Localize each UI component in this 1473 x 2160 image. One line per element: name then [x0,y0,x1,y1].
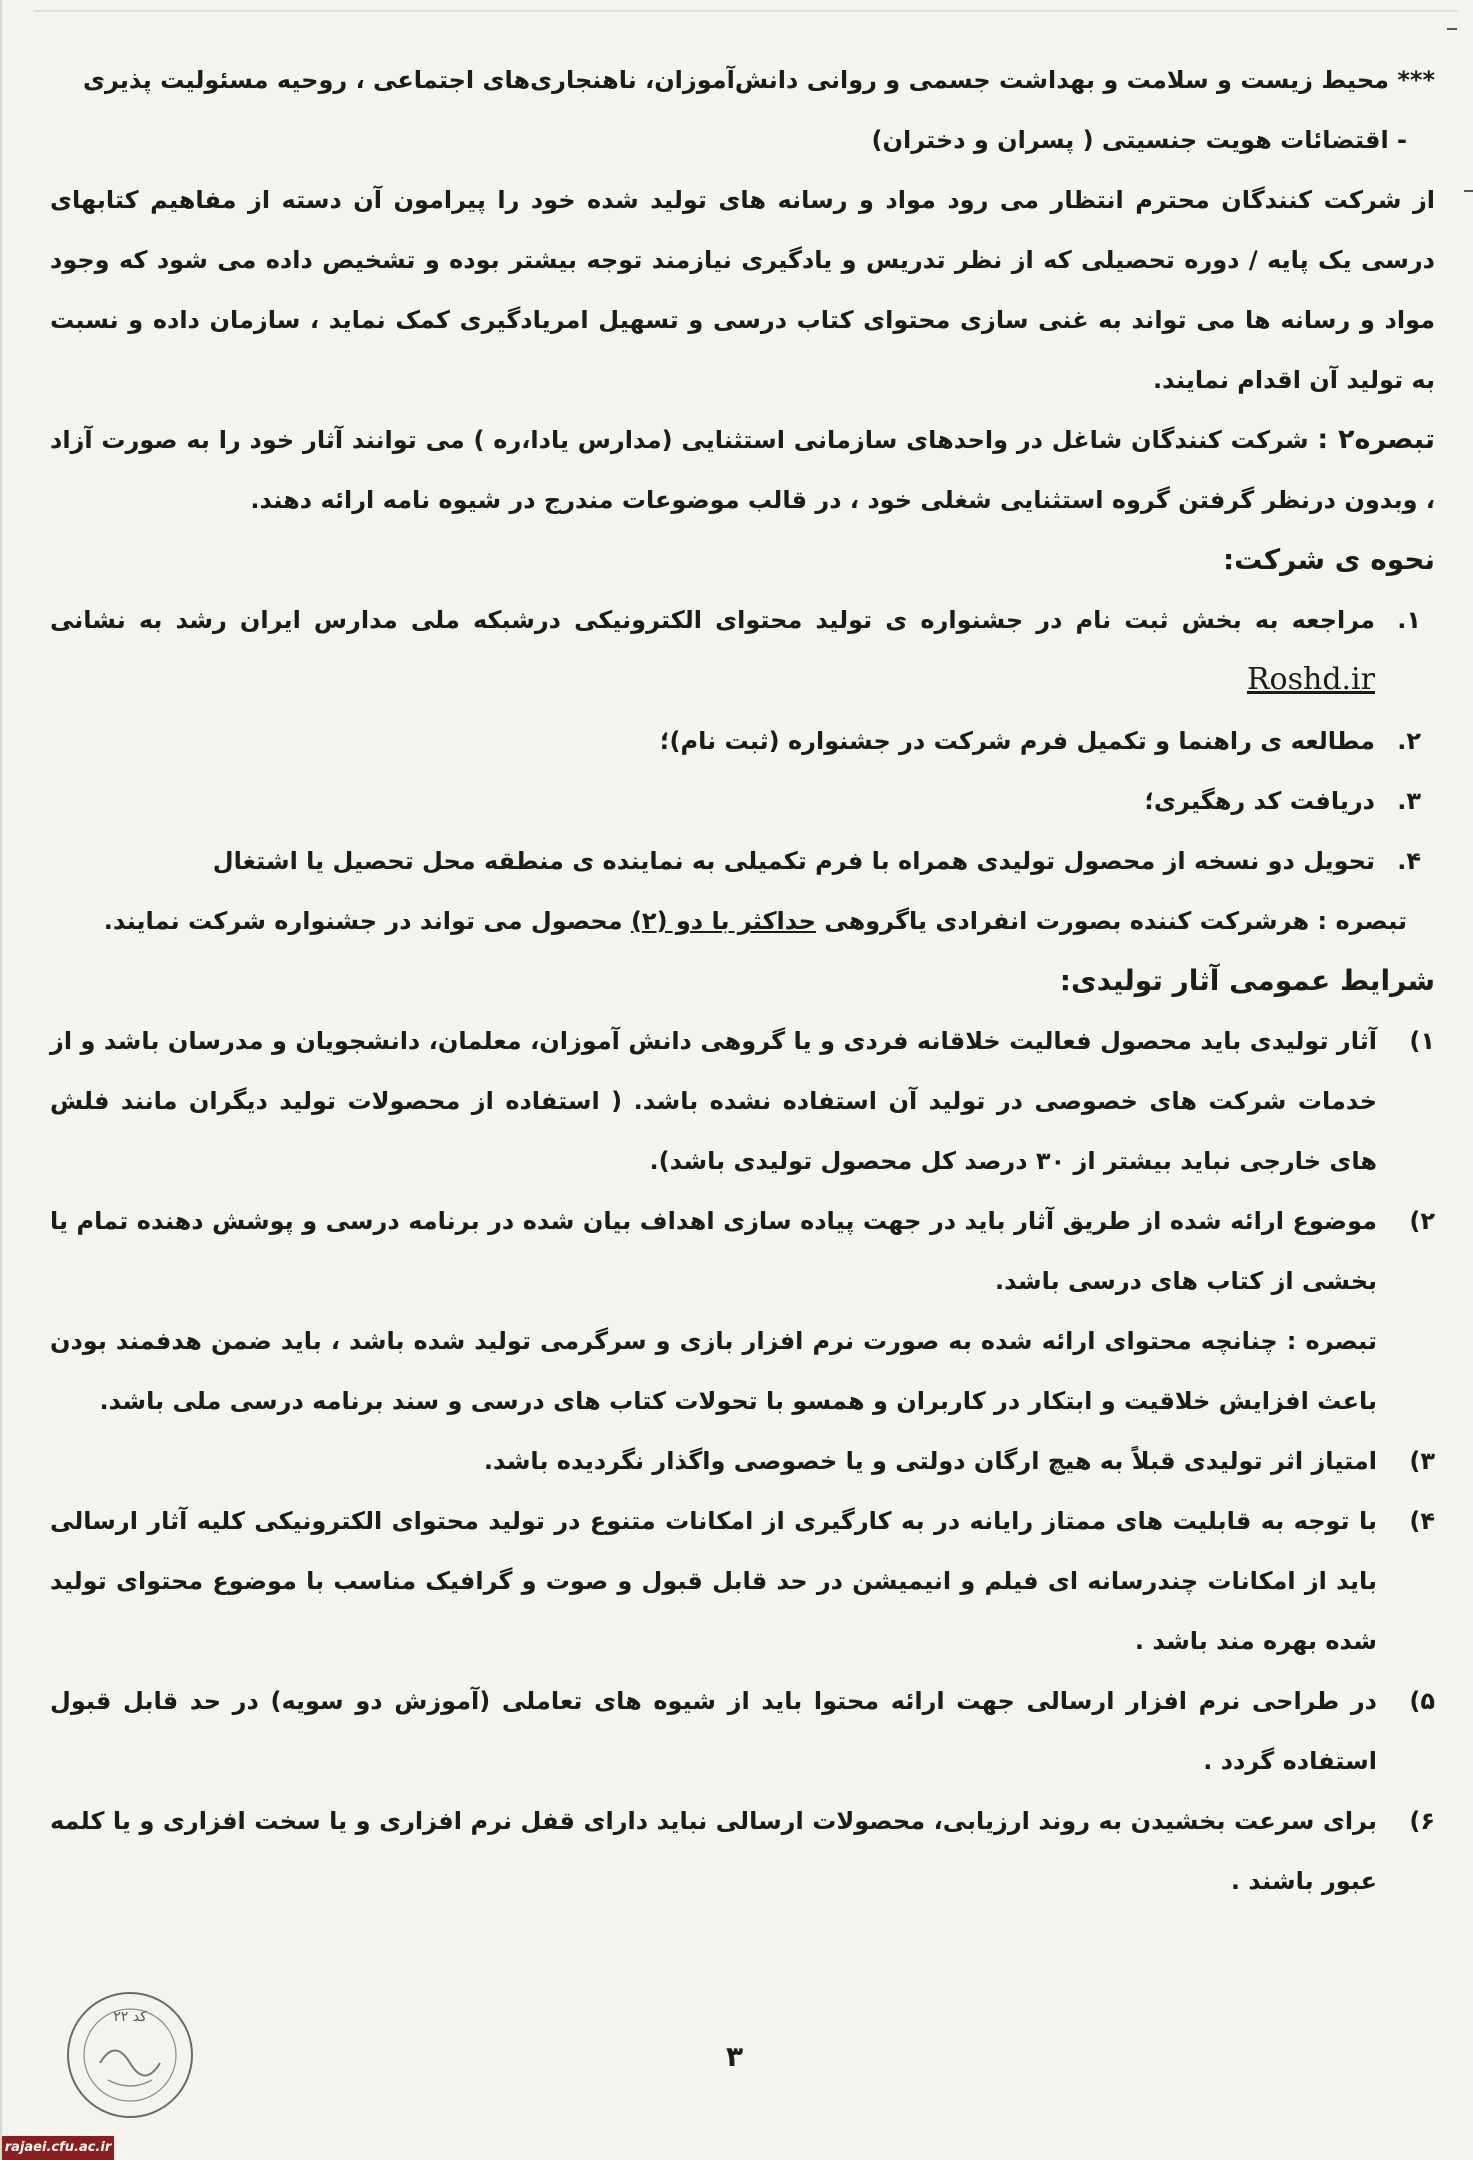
note2-label: تبصره۲ : [1317,424,1435,455]
intro-line-2: - اقتضائات هویت جنسیتی ( پسران و دختران) [871,126,1407,154]
corner-mark [1447,28,1457,30]
condition-number: ۲) [1409,1207,1435,1235]
note2-paragraph [50,410,1435,530]
step-text: مطالعه ی راهنما و تکمیل فرم شرکت در جشنواره (ثبت نام)؛ [659,727,1375,755]
condition-note-text: تبصره : چنانچه محتوای ارائه شده به صورت نرم افزار بازی و سرگرمی تولید شده باشد ، باید ضمن هدفمند بودن باعث افزایش خلاقیت و ابتکار در کاربران و همسو با تحولات کتاب های درسی و سند برنامه درسی ملی باشد. [50,1327,1377,1415]
condition-number: ۱) [1409,1027,1435,1055]
condition-number: ۴) [1409,1507,1435,1535]
participation-step [50,590,1435,711]
condition-item [50,1191,1435,1311]
participation-step [50,711,1435,771]
condition-item [50,1431,1435,1491]
condition-note [50,1311,1435,1431]
office-stamp-icon [60,1985,200,2125]
top-edge-line [34,10,1458,12]
step-number: ۲. [1397,727,1421,755]
condition-text: آثار تولیدی باید محصول فعالیت خلاقانه فردی و یا گروهی دانش آموزان، معلمان، دانشجویان و مدرسان باشد و از خدمات شرکت های خصوصی در تولید آن استفاده نشده باشد. ( استفاده از محصولات تولید دیگران مانند فلش های خارجی نباید بیشتر از ۳۰ درصد کل محصول تولیدی باشد). [50,1027,1377,1175]
condition-text: امتیاز اثر تولیدی قبلاً به هیچ ارگان دولتی و یا خصوصی واگذار نگردیده باشد. [483,1447,1377,1475]
participation-note [50,891,1435,951]
participation-step [50,771,1435,831]
participation-note-suffix: محصول می تواند در جشنواره شرکت نمایند. [103,907,623,935]
condition-number: ۳) [1409,1447,1435,1475]
step-number: ۴. [1397,847,1421,875]
condition-number: ۵) [1409,1687,1435,1715]
condition-number: ۶) [1409,1807,1435,1835]
condition-item [50,1011,1435,1191]
condition-text: برای سرعت بخشیدن به روند ارزیابی، محصولات ارسالی نباید دارای قفل نرم افزاری و یا سخت افزاری و یا کلمه عبور باشند . [50,1807,1377,1895]
condition-text: با توجه به قابلیت های ممتاز رایانه در به کارگیری از امکانات متنوع در تولید محتوای الکترونیکی کلیه آثار ارسالی باید از امکانات چندرسانه ای فیلم و انیمیشن در حد قابل قبول و صوت و گرافیک مناسب با موضوع محتوای تولید شده بهره مند باشد . [50,1507,1377,1655]
step-number: ۱. [1397,606,1421,634]
condition-text: در طراحی نرم افزار ارسالی جهت ارائه محتوا باید از شیوه های تعاملی (آموزش دو سویه) در حد قابل قبول استفاده گردد . [50,1687,1377,1775]
note2-text: شرکت کنندگان شاغل در واحدهای سازمانی استثنایی (مدارس یادا،ره ) می توانند آثار خود را به صورت آزاد ، وبدون درنظر گرفتن گروه استثنایی شغلی خود ، در قالب موضوعات مندرج در شیوه نامه ارائه دهند. [50,426,1435,514]
expectation-paragraph: از شرکت کنندگان محترم انتظار می رود مواد و رسانه های تولید شده خود را پیرامون آن دسته از مفاهیم کتابهای درسی یک پایه / دوره تحصیلی که از نظر تدریس و یادگیری نیازمند توجه بیشتر بوده و تشخیص داده می شود که وجود مواد و رسانه ها می تواند به غنی سازی محتوای کتاب درسی و تسهیل امریادگیری کمک نماید ، سازمان داده و نسبت به تولید آن اقدام نمایند. [50,186,1435,394]
participation-note-limit: حداکثر با دو (۲) [630,907,816,935]
intro-line-1: *** محیط زیست و سلامت و بهداشت جسمی و روانی دانش‌آموزان، ناهنجاری‌های اجتماعی ، روحیه مسئولیت پذیری [82,66,1435,94]
page-number: ۳ [726,2040,744,2073]
participation-note-prefix: تبصره : هرشرکت کننده بصورت انفرادی یاگروهی [824,907,1407,935]
step-text: دریافت کد رهگیری؛ [1144,787,1375,815]
step-text: مراجعه به بخش ثبت نام در جشنواره ی تولید محتوای الکترونیکی درشبکه ملی مدارس ایران رشد به نشانی [50,606,1375,634]
participation-step [50,831,1435,891]
condition-item [50,1791,1435,1911]
roshd-link[interactable]: Roshd.ir [1246,662,1375,697]
margin-mark [1464,190,1473,192]
step-text: تحویل دو نسخه از محصول تولیدی همراه با فرم تکمیلی به نماینده ی منطقه محل تحصیل یا اشتغال [212,847,1375,875]
condition-item [50,1491,1435,1671]
condition-text: موضوع ارائه شده از طریق آثار باید در جهت پیاده سازی اهداف بیان شده در برنامه درسی و پوشش دهنده تمام یا بخشی از کتاب های درسی باشد. [50,1207,1377,1295]
conditions-heading: شرایط عمومی آثار تولیدی: [1059,964,1435,997]
document-body [50,50,1435,1911]
participation-heading: نحوه ی شرکت: [1222,543,1435,576]
stamp-code: کد ۲۲ [113,2009,147,2025]
step-number: ۳. [1397,787,1421,815]
site-watermark: rajaei.cfu.ac.ir [2,2136,114,2160]
condition-item [50,1671,1435,1791]
